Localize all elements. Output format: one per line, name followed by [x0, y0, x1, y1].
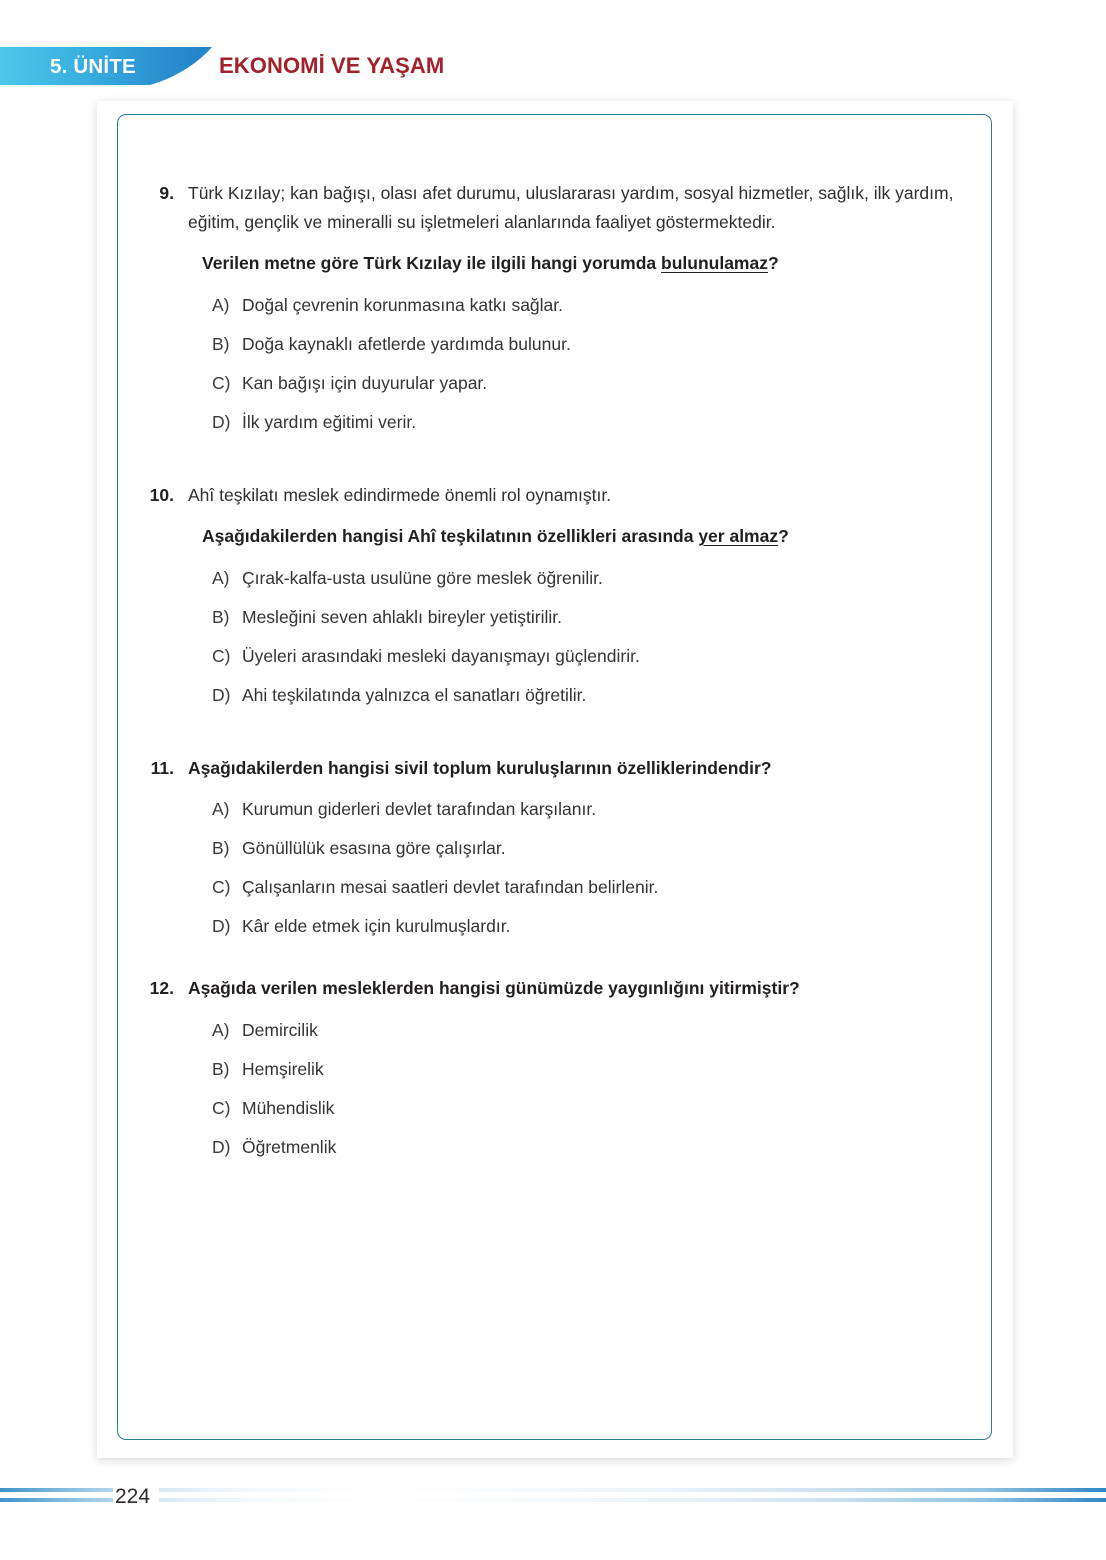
unit-title: EKONOMİ VE YAŞAM	[219, 53, 445, 78]
page-number: 224	[113, 1481, 159, 1513]
option-text: Çırak-kalfa-usta usulüne göre meslek öğrenilir.	[242, 567, 603, 588]
option-letter: D)	[212, 411, 231, 432]
answer-option[interactable]	[212, 914, 985, 938]
option-text: Öğretmenlik	[242, 1136, 337, 1157]
footer-rule-bottom	[0, 1498, 1106, 1502]
option-text: Çalışanların mesai saatleri devlet tarafından belirlenir.	[242, 877, 659, 897]
question-block	[136, 481, 985, 707]
question-prompt	[202, 522, 985, 551]
question-number: 11.	[150, 757, 174, 778]
questions-list	[136, 179, 985, 1159]
answer-option[interactable]	[212, 293, 985, 317]
answer-option[interactable]	[212, 1018, 985, 1042]
page-header	[0, 0, 1106, 100]
option-text: Kurumun giderleri devlet tarafından karşılanır.	[242, 799, 597, 819]
question-stem: Türk Kızılay; kan bağışı, olası afet durumu, uluslararası yardım, sosyal hizmetler, sağlık, ilk yardım, eğitim, gençlik ve mineralli su işletmeleri alanlarında faaliyet göstermektedir.	[188, 183, 954, 232]
answer-option[interactable]	[212, 566, 985, 590]
answer-option[interactable]	[212, 605, 985, 629]
option-text: Kan bağışı için duyurular yapar.	[242, 372, 488, 393]
question-block	[136, 179, 985, 434]
option-letter: D)	[212, 684, 231, 705]
option-text: Kâr elde etmek için kurulmuşlardır.	[242, 916, 511, 936]
option-letter: B)	[212, 333, 230, 354]
option-text: Hemşirelik	[242, 1058, 324, 1079]
option-list	[212, 797, 985, 938]
answer-option[interactable]	[212, 836, 985, 860]
option-letter: D)	[212, 1136, 231, 1157]
question-spacer	[136, 938, 985, 974]
answer-option[interactable]	[212, 1057, 985, 1081]
option-letter: C)	[212, 645, 231, 666]
question-prompt-lead: Verilen metne göre Türk Kızılay ile ilgili hangi yorumda	[202, 253, 662, 273]
answer-option[interactable]	[212, 371, 985, 395]
question-spacer	[136, 434, 985, 481]
option-list	[212, 293, 985, 434]
question-block	[136, 754, 985, 939]
question-stem: Ahî teşkilatı meslek edindirmede önemli rol oynamıştır.	[188, 484, 612, 505]
question-number: 10.	[149, 484, 174, 505]
question-header	[136, 754, 985, 783]
question-prompt	[202, 249, 985, 278]
answer-option[interactable]	[212, 410, 985, 434]
option-text: Doğal çevrenin korunmasına katkı sağlar.	[242, 294, 563, 315]
answer-option[interactable]	[212, 644, 985, 668]
option-text: İlk yardım eğitimi verir.	[242, 411, 417, 432]
option-text: Demircilik	[242, 1019, 318, 1040]
option-letter: B)	[212, 606, 230, 627]
question-block	[136, 974, 985, 1159]
option-letter: A)	[212, 799, 230, 819]
question-number: 9.	[159, 183, 174, 203]
question-prompt-tail: ?	[778, 526, 789, 546]
option-text: Mesleğini seven ahlaklı bireyler yetiştirilir.	[242, 606, 562, 627]
option-text: Doğa kaynaklı afetlerde yardımda bulunur.	[242, 333, 571, 354]
option-letter: A)	[212, 294, 230, 315]
unit-number-label: 5. ÜNİTE	[50, 55, 136, 78]
question-number: 12.	[149, 978, 174, 998]
option-letter: A)	[212, 1019, 230, 1040]
question-prompt-lead: Aşağıdakilerden hangisi Ahî teşkilatının özellikleri arasında	[202, 526, 699, 546]
answer-option[interactable]	[212, 683, 985, 707]
answer-option[interactable]	[212, 797, 985, 821]
option-text: Mühendislik	[242, 1097, 335, 1118]
option-letter: C)	[212, 1097, 231, 1118]
question-stem: Aşağıdakilerden hangisi sivil toplum kuruluşlarının özelliklerindendir?	[188, 757, 772, 778]
page-footer	[0, 1484, 1106, 1514]
answer-option[interactable]	[212, 1135, 985, 1159]
option-text: Üyeleri arasındaki mesleki dayanışmayı güçlendirir.	[242, 645, 640, 666]
option-list	[212, 1018, 985, 1159]
answer-option[interactable]	[212, 332, 985, 356]
question-prompt-tail: ?	[767, 253, 779, 273]
question-prompt-emphasis: bulunulamaz	[661, 253, 768, 273]
option-letter: B)	[212, 1058, 230, 1079]
question-stem: Aşağıda verilen mesleklerden hangisi günümüzde yaygınlığını yitirmiştir?	[188, 978, 800, 998]
question-header	[136, 481, 985, 510]
option-letter: B)	[212, 838, 230, 858]
footer-rule-top	[0, 1488, 1106, 1492]
option-letter: A)	[212, 567, 230, 588]
answer-option[interactable]	[212, 1096, 985, 1120]
option-letter: D)	[212, 916, 231, 936]
option-list	[212, 566, 985, 707]
option-text: Ahi teşkilatında yalnızca el sanatları öğretilir.	[242, 684, 587, 705]
question-header	[136, 179, 985, 236]
option-text: Gönüllülük esasına göre çalışırlar.	[242, 838, 506, 858]
question-prompt-emphasis: yer almaz	[698, 526, 779, 546]
answer-option[interactable]	[212, 875, 985, 899]
question-spacer	[136, 707, 985, 754]
option-letter: C)	[212, 372, 231, 393]
questions-content-box	[117, 114, 992, 1440]
option-letter: C)	[212, 877, 231, 897]
question-header	[136, 974, 985, 1003]
